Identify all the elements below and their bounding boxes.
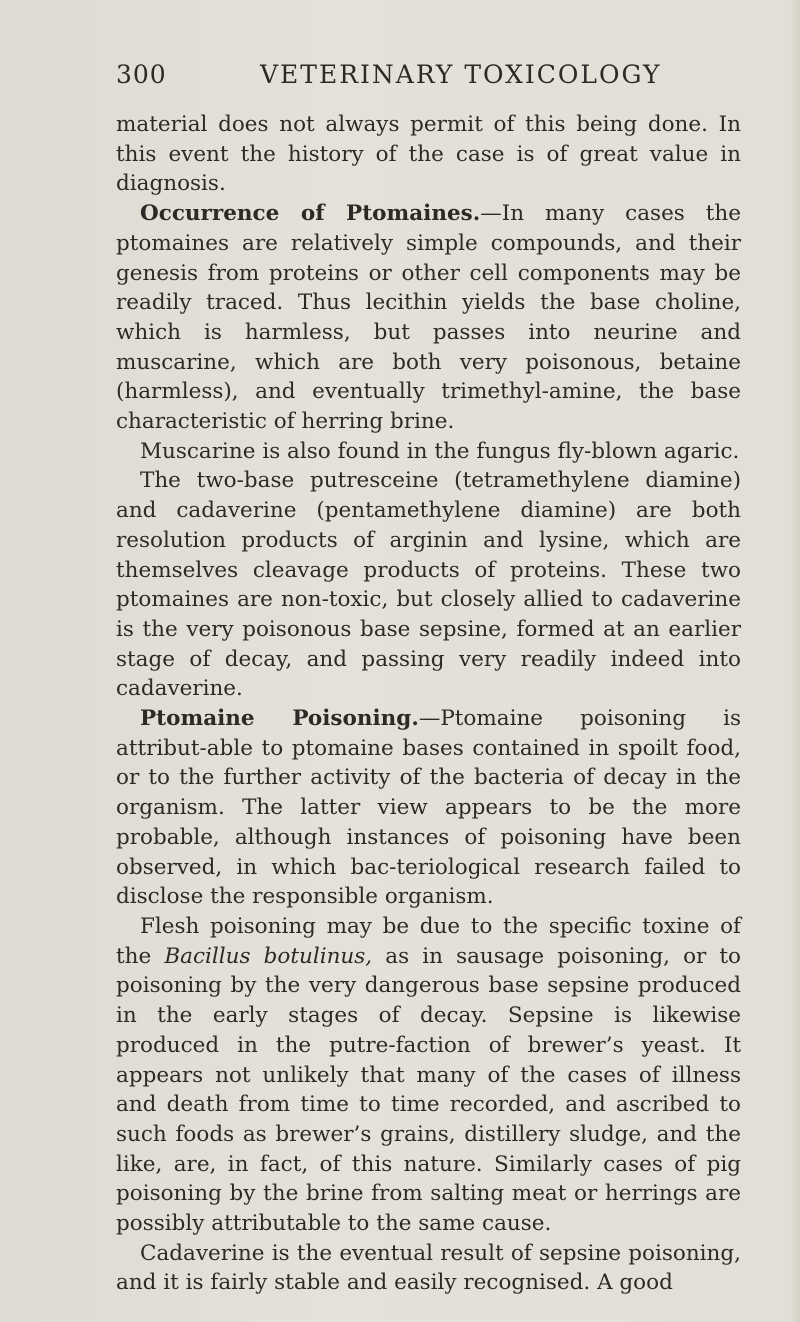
paragraph-text: Cadaverine is the eventual result of sepsine poisoning, and it is fairly stable and easily recognised. A good [116, 1240, 741, 1296]
running-title: VETERINARY TOXICOLOGY [260, 60, 662, 89]
paragraph-text: —Ptomaine poisoning is attribut-able to ptomaine bases contained in spoilt food, or to the further activity of the bacteria of decay in the organism. The latter view appears to be the more probable, although instances of poisoning have been observed, in which bac-teriological research failed to disclose the responsible organism. [116, 706, 741, 910]
paragraph-flesh-poisoning [116, 912, 741, 1239]
section-heading: Occurrence of Ptomaines. [140, 201, 481, 227]
page-number: 300 [116, 60, 167, 89]
paragraph-cadaverine [116, 1239, 741, 1298]
paragraph-putresceine [116, 466, 741, 704]
page-edge-shadow [790, 0, 800, 1322]
paragraph-text: material does not always permit of this being done. In this event the history of the case is of great value in diagnosis. [116, 112, 741, 197]
paragraph-continued [116, 110, 741, 199]
paragraph-ptomaine-poisoning [116, 704, 741, 912]
body-text [116, 110, 741, 1298]
paragraph-text: —In many cases the ptomaines are relatively simple compounds, and their genesis from proteins or other cell components may be readily traced. Thus lecithin yields the base choline, which is harmless, but passes into neurine and muscarine, which are both very poisonous, betaine (harmless), and eventually trimethyl-amine, the base characteristic of herring brine. [116, 201, 741, 435]
section-heading: Ptomaine Poisoning. [140, 706, 419, 732]
paragraph-text-before: Flesh poisoning may be due to the specific toxine of the [116, 913, 741, 969]
paragraph-text: The two-base putresceine (tetramethylene diamine) and cadaverine (pentamethylene diamine) are both resolution products of arginin and lysine, which are themselves cleavage products of proteins. These two ptomaines are non-toxic, but closely allied to cadaverine is the very poisonous base sepsine, formed at an earlier stage of decay, and passing very readily indeed into cadaverine. [116, 468, 741, 702]
paragraph-occurrence-of-ptomaines [116, 199, 741, 437]
paragraph-text: as in sausage poisoning, or to poisoning by the very dangerous base sepsine produced in the early stages of decay. Sepsine is likewise produced in the putre-faction of brewer’s yeast. It appears not unlikely that many of the cases of illness and death from time to time recorded, and ascribed to such foods as brewer’s grains, distillery sludge, and the like, are, in fact, of this nature. Similarly cases of pig poisoning by the brine from salting meat or herrings are possibly attributable to the same cause. [116, 943, 741, 1237]
running-header [116, 60, 756, 94]
bacillus-name: Bacillus botulinus, [164, 943, 373, 969]
paragraph-text: Muscarine is also found in the fungus fly-blown agaric. [140, 438, 740, 464]
paragraph-muscarine [116, 437, 741, 467]
